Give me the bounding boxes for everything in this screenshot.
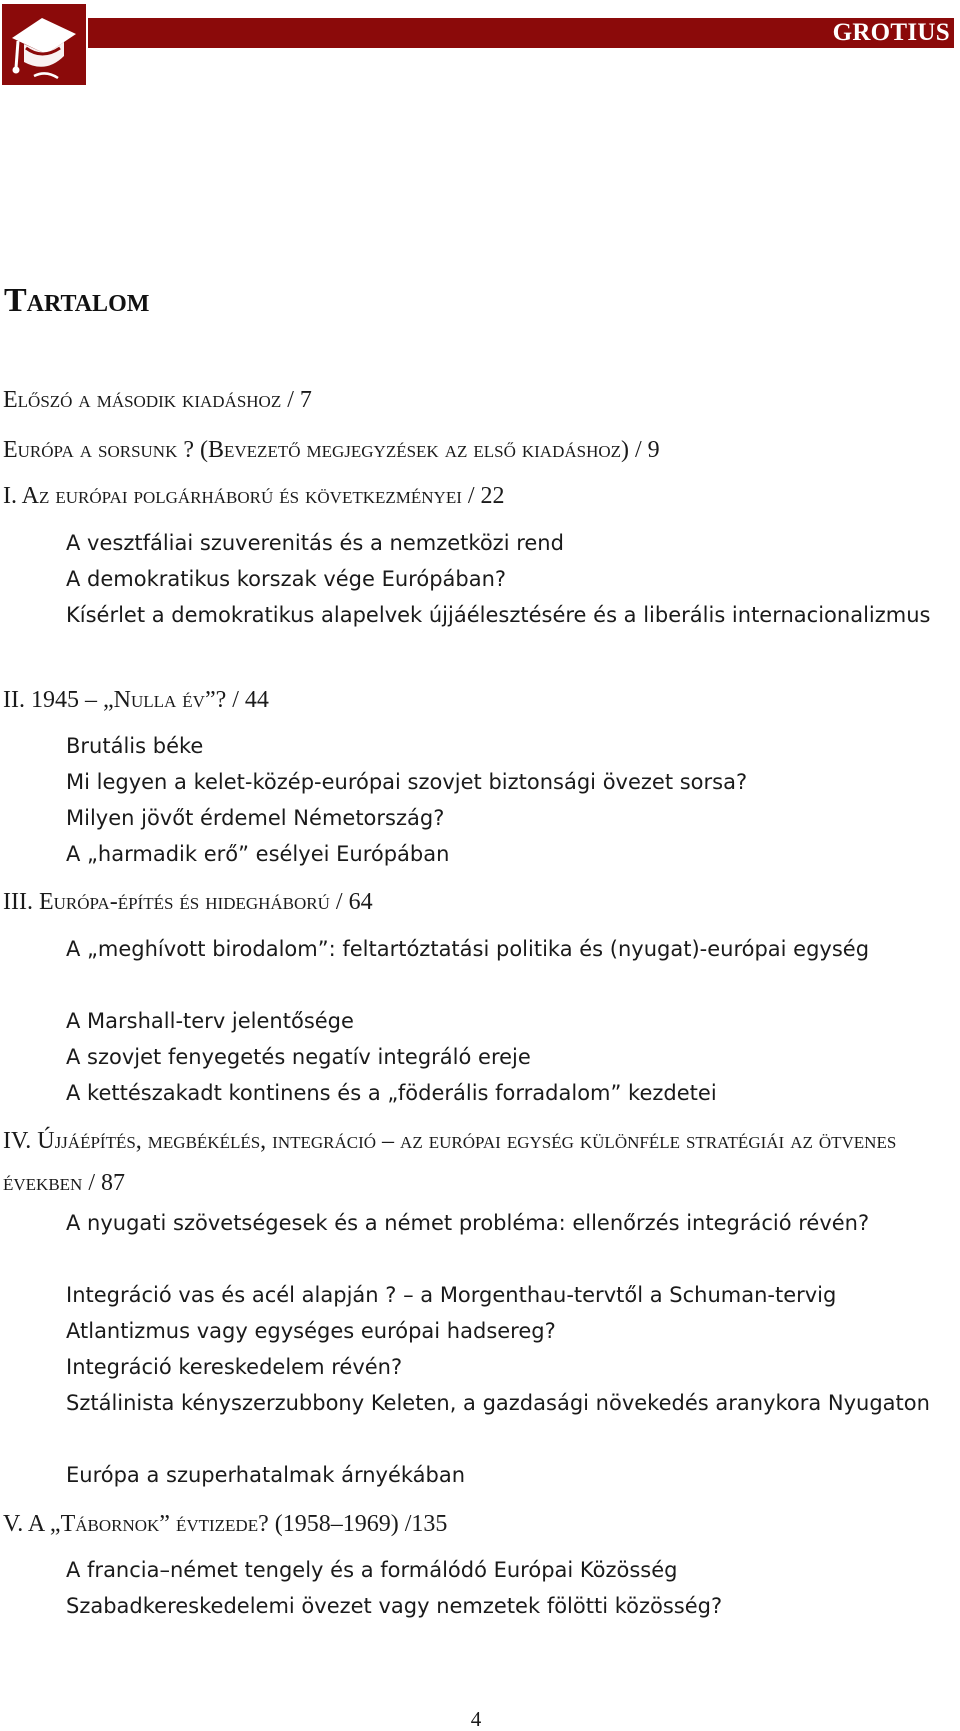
- toc-item: Atlantizmus vagy egységes európai hadsereg?: [66, 1319, 556, 1343]
- page-number: 4: [470, 1707, 482, 1731]
- toc-item: A „meghívott birodalom”: feltartóztatási politika és (nyugat)-európai egység: [66, 937, 870, 961]
- graduation-cap-logo-icon: [2, 4, 86, 85]
- toc-item: A vesztfáliai szuverenitás és a nemzetközi rend: [66, 531, 564, 555]
- toc-item: A „harmadik erő” esélyei Európában: [66, 842, 450, 866]
- toc-item: A francia–német tengely és a formálódó Európai Közösség: [66, 1558, 678, 1582]
- toc-item: A demokratikus korszak vége Európában?: [66, 567, 507, 591]
- toc-item: Sztálinista kényszerzubbony Keleten, a gazdasági növekedés aranykora Nyugaton: [66, 1391, 930, 1415]
- toc-item: A kettészakadt kontinens és a „föderális forradalom” kezdetei: [66, 1081, 717, 1105]
- toc-item: A szovjet fenyegetés negatív integráló ereje: [66, 1045, 531, 1069]
- toc-item: Milyen jövőt érdemel Németország?: [66, 806, 445, 830]
- toc-item: Brutális béke: [66, 734, 204, 758]
- brand-name: GROTIUS: [832, 19, 950, 46]
- page-title: Tartalom: [4, 282, 150, 319]
- toc-item: Európa a szuperhatalmak árnyékában: [66, 1463, 466, 1487]
- page-header: [0, 0, 960, 90]
- toc-section-heading: IV. Újjáépítés, megbékélés, integráció – az európai egység különféle stratégiái az ötvenes években / 87: [3, 1128, 897, 1196]
- toc-section-heading: Európa a sorsunk ? (Bevezető megjegyzések az első kiadáshoz) / 9: [3, 437, 660, 463]
- toc-section-heading: I. Az európai polgárháború és következményei / 22: [3, 483, 505, 509]
- toc-item: A Marshall-terv jelentősége: [66, 1009, 354, 1033]
- toc-item: Kísérlet a demokratikus alapelvek újjáélesztésére és a liberális internacionalizmus: [66, 603, 931, 627]
- toc-item: A nyugati szövetségesek és a német probléma: ellenőrzés integráció révén?: [66, 1211, 870, 1235]
- toc-item: Szabadkereskedelemi övezet vagy nemzetek fölötti közösség?: [66, 1594, 723, 1618]
- toc-section-heading: II. 1945 – „Nulla év”? / 44: [3, 687, 269, 713]
- toc-section-heading: III. Európa-építés és hidegháború / 64: [3, 889, 373, 915]
- toc-item: Integráció vas és acél alapján ? – a Morgenthau-tervtől a Schuman-tervig: [66, 1283, 837, 1307]
- header-bar: [88, 18, 954, 48]
- toc-section-heading: V. A „Tábornok” évtizede? (1958–1969) /135: [3, 1511, 448, 1537]
- toc-item: Integráció kereskedelem révén?: [66, 1355, 403, 1379]
- toc-section-heading: Előszó a második kiadáshoz / 7: [3, 387, 312, 413]
- toc-item: Mi legyen a kelet-közép-európai szovjet biztonsági övezet sorsa?: [66, 770, 748, 794]
